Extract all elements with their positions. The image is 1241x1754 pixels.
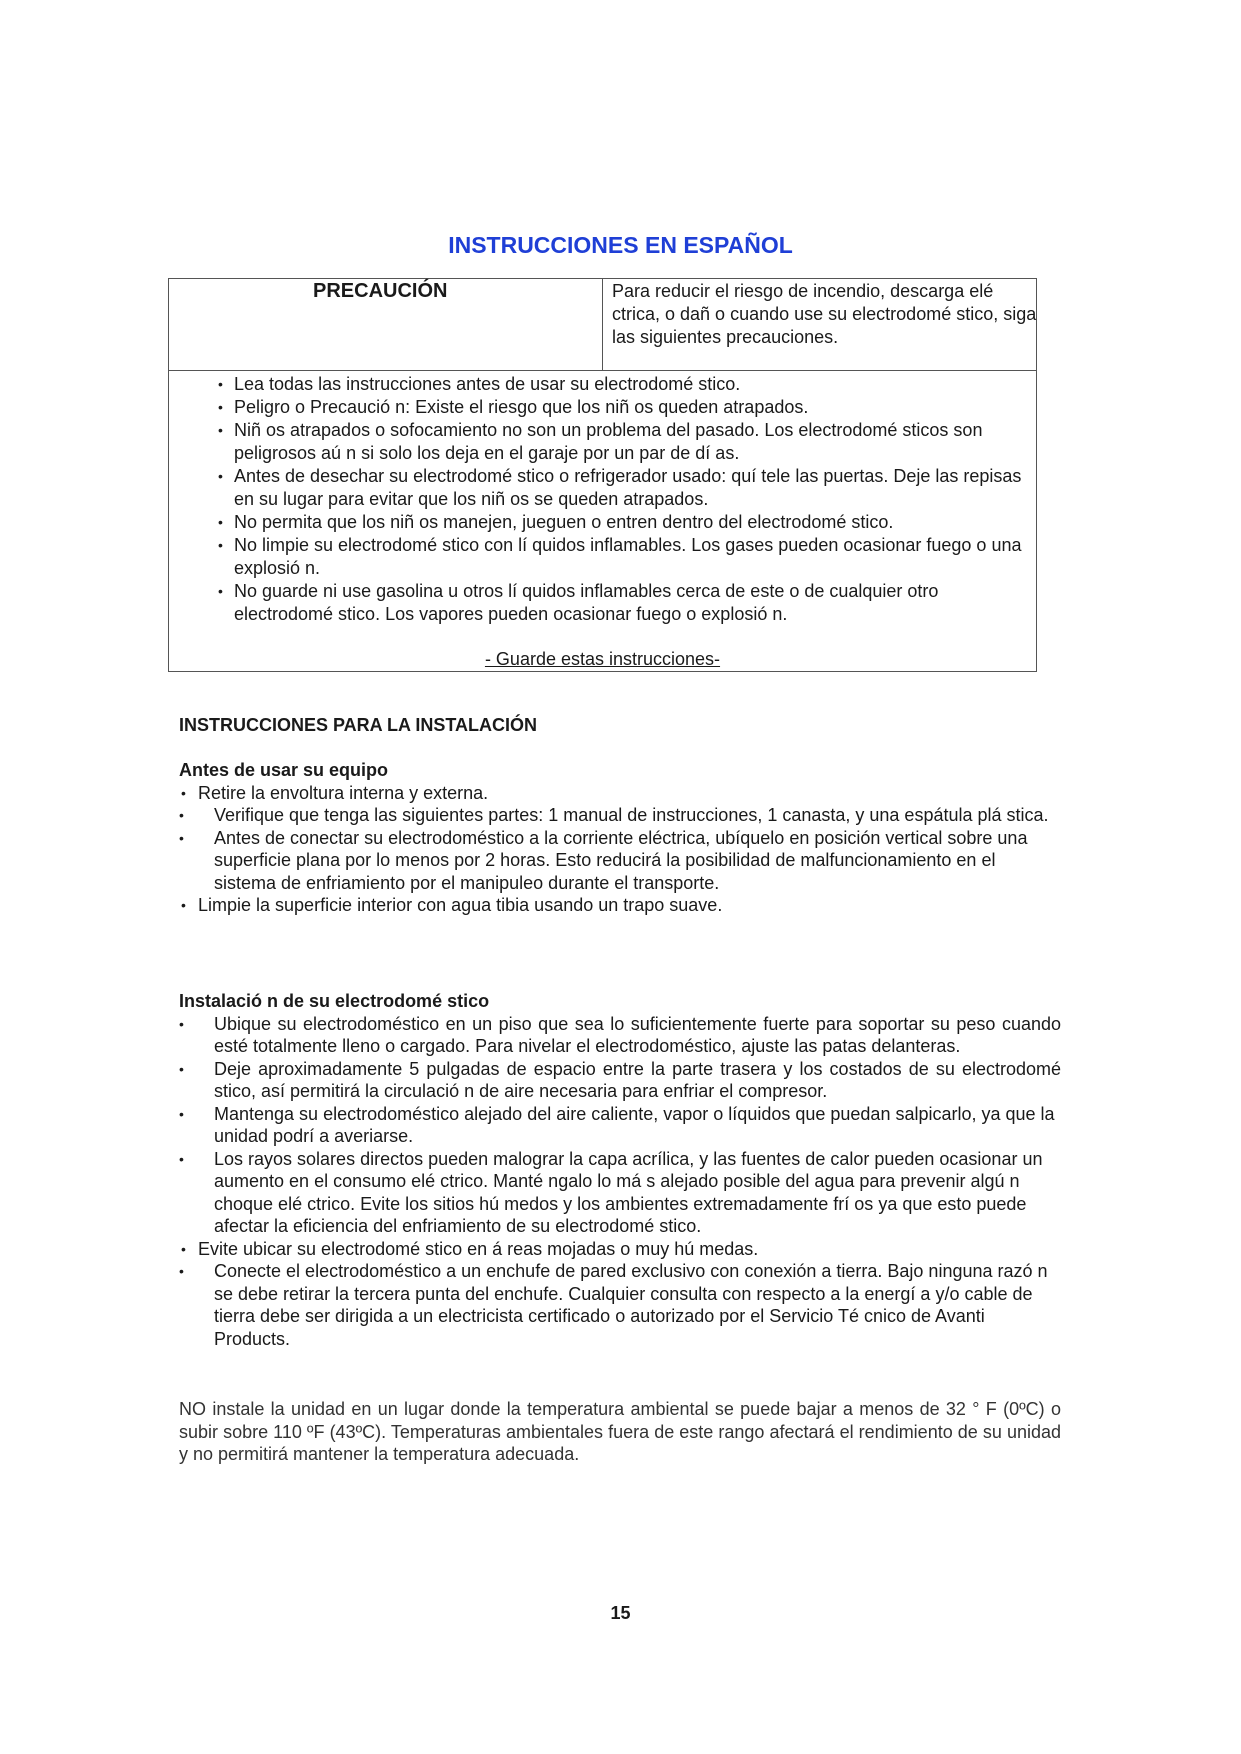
caution-text: Para reducir el riesgo de incendio, descarga elé ctrica, o dañ o cuando use su electrodomé stico, siga las siguientes precauciones.	[602, 279, 1037, 370]
bullet-icon: •	[179, 1105, 184, 1122]
installation-heading: INSTRUCCIONES PARA LA INSTALACIÓN	[179, 715, 537, 735]
list-item: • Antes de conectar su electrodoméstico a la corriente eléctrica, ubíquelo en posición vertical sobre una superficie plana por lo menos por 2 horas. Esto reducirá la posibilidad de malfuncionamiento en el sistema de enfriamiento por el manipuleo durante el transporte.	[179, 827, 1028, 893]
caution-item: • Peligro o Precaució n: Existe el riesgo que los niñ os queden atrapados.	[169, 396, 1026, 419]
list-item: • Limpie la superficie interior con agua tibia usando un trapo suave.	[181, 895, 723, 915]
list-item: • Conecte el electrodoméstico a un enchufe de pared exclusivo con conexión a tierra. Bajo ninguna razó n se debe retirar la tercera punta del enchufe. Cualquier consulta con respecto a la energí a y/o cable de tierra debe ser dirigida a un electricista certificado o autorizado por el Servicio Té cnico de Avanti Products.	[179, 1261, 1048, 1349]
bullet-icon: •	[179, 1263, 184, 1279]
bullet-icon: •	[179, 807, 184, 823]
installation-section	[179, 714, 1061, 737]
bullet-icon: •	[179, 1150, 184, 1167]
caution-item: • Niñ os atrapados o sofocamiento no son un problema del pasado. Los electrodomé sticos son peligrosos aú n si solo los deja en el garaje por un par de dí as.	[169, 419, 1026, 465]
bullet-icon: •	[179, 1015, 184, 1032]
before-use-heading: Antes de usar su equipo	[179, 760, 389, 780]
list-item: • Mantenga su electrodoméstico alejado del aire caliente, vapor o líquidos que puedan salpicarlo, ya que la unidad podrí a averiarse.	[179, 1103, 1055, 1146]
list-item: • Evite ubicar su electrodomé stico en á reas mojadas o muy hú medas.	[181, 1238, 759, 1259]
before-use-section	[179, 759, 1061, 917]
caution-item: • Lea todas las instrucciones antes de usar su electrodomé stico.	[169, 373, 1026, 396]
caution-header	[169, 279, 1036, 371]
temperature-note: NO instale la unidad en un lugar donde la temperatura ambiental se puede bajar a menos de 32 ° F (0ºC) o subir sobre 110 ºF (43ºC). Temperaturas ambientales fuera de este rango afectará el rendimiento de su unidad y no permitirá mantener la temperatura adecuada.	[179, 1399, 1061, 1464]
page-number: 15	[610, 1603, 631, 1623]
bullet-icon: •	[179, 829, 184, 846]
bullet-icon: •	[181, 1240, 186, 1257]
caution-item: • Antes de desechar su electrodomé stico o refrigerador usado: quí tele las puertas. Deje las repisas en su lugar para evitar que los niñ os se queden atrapados.	[169, 465, 1026, 511]
bullet-icon: •	[181, 897, 186, 913]
before-use-list	[179, 782, 1061, 917]
caution-item: • No guarde ni use gasolina u otros lí quidos inflamables cerca de este o de cualquier otro electrodomé stico. Los vapores pueden ocasionar fuego o explosió n.	[169, 580, 1026, 626]
list-item: • Deje aproximadamente 5 pulgadas de espacio entre la parte trasera y los costados de su electrodomé stico, así permitirá la circulació n de aire necesaria para enfriar el compresor.	[179, 1058, 1061, 1101]
list-item: • Verifique que tenga las siguientes partes: 1 manual de instrucciones, 1 canasta, y una espátula plá stica.	[179, 805, 1049, 825]
caution-item: • No permita que los niñ os manejen, jueguen o entren dentro del electrodomé stico.	[169, 511, 1026, 534]
caution-box	[168, 278, 1037, 672]
list-item: • Ubique su electrodoméstico en un piso que sea lo suficientemente fuerte para soportar su peso cuando esté totalmente lleno o cargado. Para nivelar el electrodoméstico, ajuste las patas delanteras.	[179, 1013, 1061, 1056]
page-title: INSTRUCCIONES EN ESPAÑOL	[448, 232, 793, 258]
caution-list	[169, 371, 1036, 626]
list-item: • Los rayos solares directos pueden malograr la capa acrílica, y las fuentes de calor pueden ocasionar un aumento en el consumo elé ctrico. Manté ngalo lo má s alejado posible del agua para prevenir algú n choque elé ctrico. Evite los sitios hú medos y los ambientes extremadamente frí os ya que esto puede afectar la eficiencia del enfriamiento de su electrodomé stico.	[179, 1148, 1043, 1236]
caution-item: • No limpie su electrodomé stico con lí quidos inflamables. Los gases pueden ocasionar fuego o una explosió n.	[169, 534, 1026, 580]
save-instructions-note: - Guarde estas instrucciones-	[484, 649, 721, 669]
caution-label: PRECAUCIÓN	[313, 280, 448, 302]
install-list	[179, 1013, 1061, 1351]
bullet-icon: •	[181, 784, 186, 801]
bullet-icon: •	[179, 1060, 184, 1077]
install-section	[179, 990, 1061, 1350]
list-item: • Retire la envoltura interna y externa.	[181, 782, 489, 803]
install-heading: Instalació n de su electrodomé stico	[179, 991, 490, 1011]
